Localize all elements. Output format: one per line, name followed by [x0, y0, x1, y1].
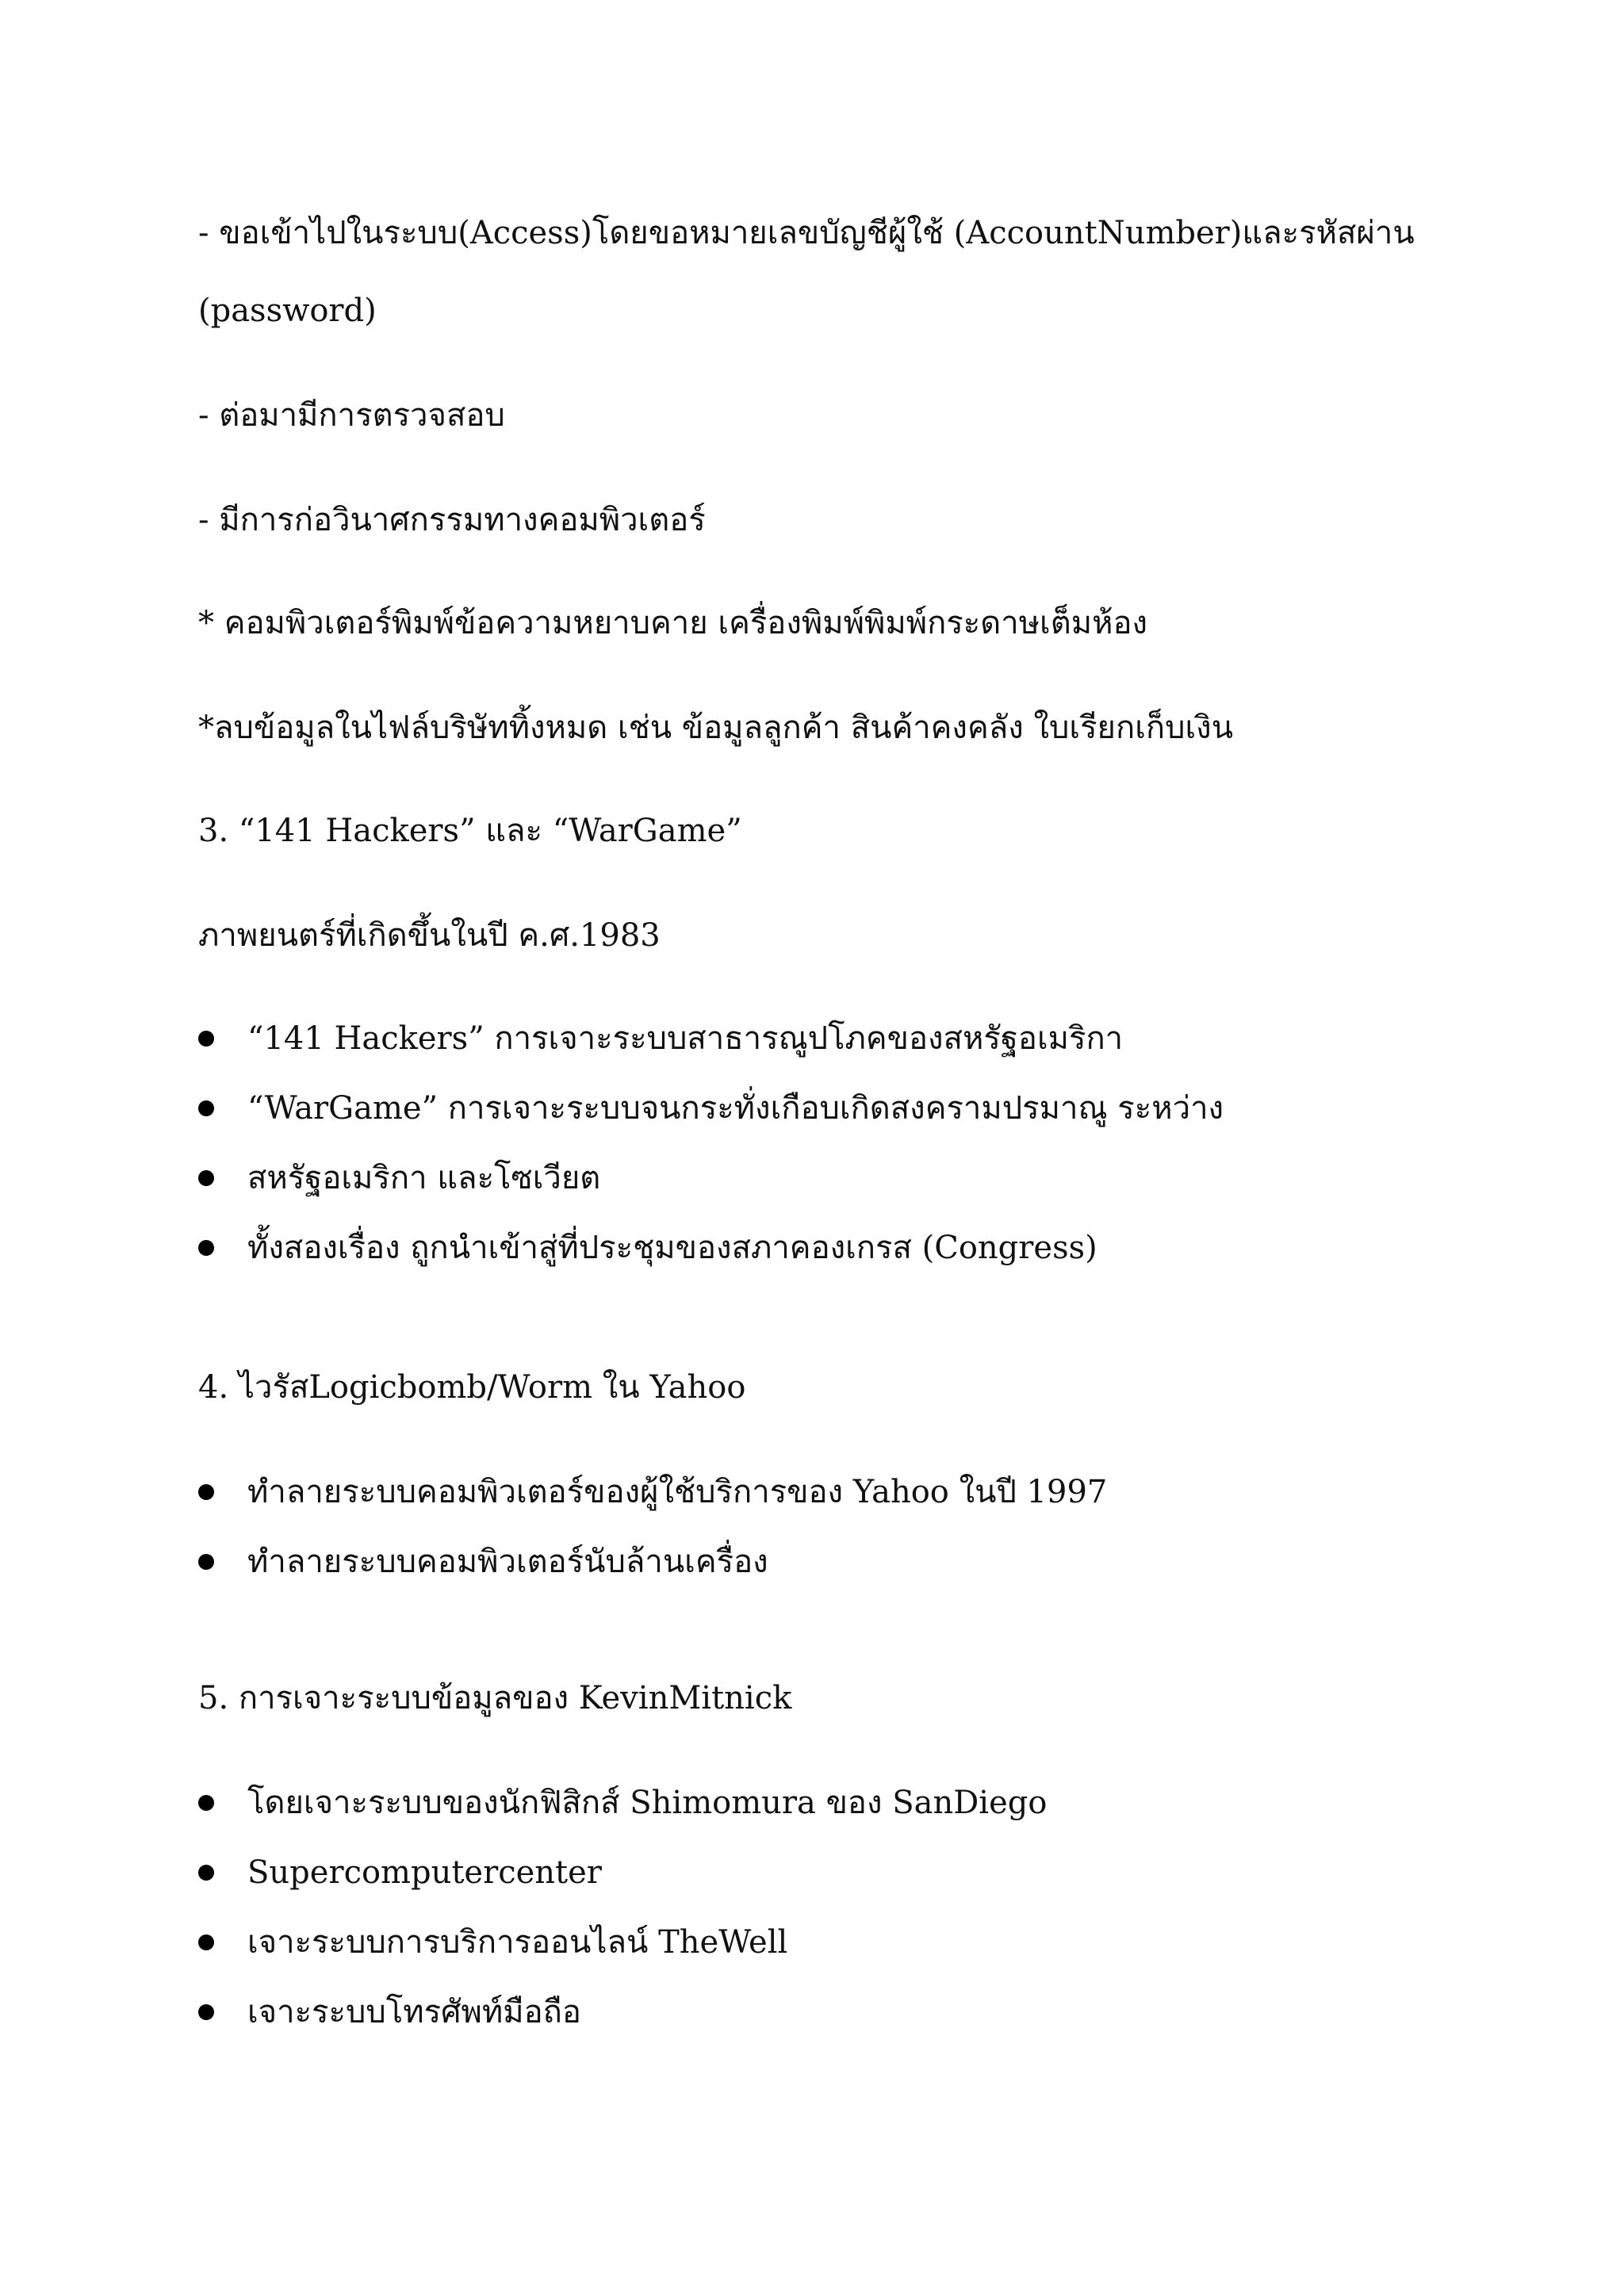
- list-item-text: ทำลายระบบคอมพิวเตอร์นับล้านเครื่อง: [247, 1544, 768, 1580]
- list-item-text: โดยเจาะระบบของนักฟิสิกส์ Shimomura ของ SanDiego: [247, 1785, 1048, 1821]
- text-line-inspection: - ต่อมามีการตรวจสอบ: [198, 397, 505, 434]
- bullet-icon: [198, 1170, 214, 1186]
- bullet-icon: [198, 1484, 214, 1500]
- list-item-text: ทำลายระบบคอมพิวเตอร์ของผู้ใช้บริการของ Yahoo ในปี 1997: [247, 1474, 1108, 1510]
- text-line-access: - ขอเข้าไปในระบบ(Access)โดยขอหมายเลขบัญชีผู้ใช้ (AccountNumber)และรหัสผ่าน: [198, 215, 1415, 251]
- section-heading-3: 3. “141 Hackers” และ “WarGame”: [198, 813, 742, 849]
- bullet-icon: [198, 1865, 214, 1881]
- section-heading-4: 4. ไวรัสLogicbomb/Worm ใน Yahoo: [198, 1369, 746, 1406]
- bullet-icon: [198, 1934, 214, 1950]
- text-line-sabotage: - มีการก่อวินาศกรรมทางคอมพิวเตอร์: [198, 502, 706, 538]
- bullet-icon: [198, 1031, 214, 1047]
- text-line-delete-files: *ลบข้อมูลในไฟล์บริษัททิ้งหมด เช่น ข้อมูลลูกค้า สินค้าคงคลัง ใบเรียกเก็บเงิน: [198, 710, 1234, 746]
- section-heading-5: 5. การเจาะระบบข้อมูลของ KevinMitnick: [198, 1680, 792, 1716]
- list-item-text: Supercomputercenter: [247, 1854, 602, 1891]
- bullet-icon: [198, 1100, 214, 1116]
- list-item-text: สหรัฐอเมริกา และโซเวียต: [247, 1160, 601, 1196]
- list-item-text: “141 Hackers” การเจาะระบบสาธารณูปโภคของสหรัฐอเมริกา: [247, 1020, 1124, 1057]
- bullet-icon: [198, 1240, 214, 1256]
- text-line-movies-1983: ภาพยนตร์ที่เกิดขึ้นในปี ค.ศ.1983: [198, 917, 661, 954]
- text-line-printer: * คอมพิวเตอร์พิมพ์ข้อความหยาบคาย เครื่องพิมพ์พิมพ์กระดาษเต็มห้อง: [198, 605, 1147, 641]
- list-item-text: ทั้งสองเรื่อง ถูกนำเข้าสู่ที่ประชุมของสภาคองเกรส (Congress): [247, 1230, 1097, 1266]
- bullet-icon: [198, 2004, 214, 2020]
- bullet-icon: [198, 1554, 214, 1570]
- list-item-text: เจาะระบบการบริการออนไลน์ TheWell: [247, 1924, 788, 1961]
- bullet-icon: [198, 1795, 214, 1811]
- list-item-text: “WarGame” การเจาะระบบจนกระทั่งเกือบเกิดสงครามปรมาณู ระหว่าง: [247, 1090, 1224, 1127]
- text-line-password: (password): [198, 293, 377, 329]
- list-item-text: เจาะระบบโทรศัพท์มือถือ: [247, 1994, 581, 2030]
